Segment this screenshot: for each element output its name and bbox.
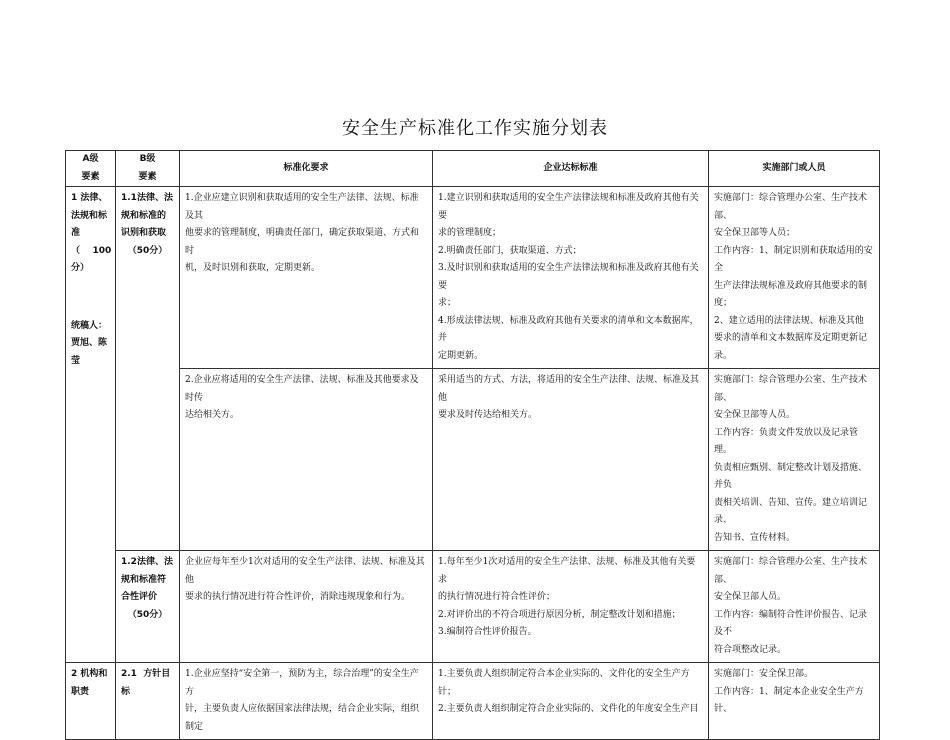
a-element-law: 1 法律、 法规和标 准 （ 100 分） 统稿人： 贾旭、陈 莹 — [66, 187, 116, 663]
table-row — [66, 369, 880, 551]
header-enterprise-standard: 企业达标标准 — [433, 151, 709, 187]
b-element-identification: 1.1法律、法 规和标准的 识别和获取 （50分） — [116, 187, 180, 551]
requirement-cell: 1.企业应建立识别和获取适用的安全生产法律、法规、标准及其 他要求的管理制度，明确责任部门，确定获取渠道、方式和时 机，及时识别和获取，定期更新。 — [180, 187, 433, 369]
requirement-cell: 1.企业应坚持“安全第一，预防为主，综合治理”的安全生产方 针，主要负责人应依据国家法律法规，结合企业实际，组织制定 — [180, 663, 433, 740]
plan-table — [65, 150, 880, 740]
table-row — [66, 663, 880, 740]
enterprise-standard-cell: 1.每年至少1次对适用的安全生产法律、法规、标准及其他有关要求 的执行情况进行符合性评价； 2.对评价出的不符合项进行原因分析，制定整改计划和措施； 3.编制符合性评价报告。 — [433, 551, 709, 663]
b-element-compliance: 1.2法律、法 规和标准符 合性评价 （50分） — [116, 551, 180, 663]
table-header-row — [66, 151, 880, 187]
enterprise-standard-cell: 1.建立识别和获取适用的安全生产法律法规和标准及政府其他有关要 求的管理制度； 2.明确责任部门，获取渠道、方式； 3.及时识别和获取适用的安全生产法律法规和标准及政府其他有关要 求； 4.形成法律法规、标准及政府其他有关要求的清单和文本数据库，并 定期更新。 — [433, 187, 709, 369]
table-row — [66, 187, 880, 369]
table-row — [66, 551, 880, 663]
department-cell: 实施部门：综合管理办公室、生产技术部、 安全保卫部人员。 工作内容：编制符合性评价报告、记录及不 符合项整改记录。 — [709, 551, 880, 663]
header-standard-requirement: 标准化要求 — [180, 151, 433, 187]
header-a-level: A级 要素 — [66, 151, 116, 187]
header-b-level: B级 要素 — [116, 151, 180, 187]
department-cell: 实施部门：安全保卫部。 工作内容：1、制定本企业安全生产方针、 — [709, 663, 880, 740]
page-title: 安全生产标准化工作实施分划表 — [342, 118, 608, 139]
enterprise-standard-cell: 采用适当的方式、方法，将适用的安全生产法律、法规、标准及其他 要求及时传达给相关方。 — [433, 369, 709, 551]
header-department: 实施部门或人员 — [709, 151, 880, 187]
a-element-organization: 2 机构和 职责 — [66, 663, 116, 740]
requirement-cell: 企业应每年至少1次对适用的安全生产法律、法规、标准及其他 要求的执行情况进行符合性评价，消除违规现象和行为。 — [180, 551, 433, 663]
department-cell: 实施部门：综合管理办公室、生产技术部、 安全保卫部等人员； 工作内容：1、制定识别和获取适用的安全 生产法律法规标准及政府其他要求的制度； 2、建立适用的法律法规、标准及其他 要求的清单和文本数据库及定期更新记录。 — [709, 187, 880, 369]
enterprise-standard-cell: 1.主要负责人组织制定符合本企业实际的、文件化的安全生产方针； 2.主要负责人组织制定符合企业实际的、文件化的年度安全生产目 — [433, 663, 709, 740]
b-element-policy: 2.1 方针目 标 — [116, 663, 180, 740]
department-cell: 实施部门：综合管理办公室、生产技术部、 安全保卫部等人员。 工作内容：负责文件发放以及记录管理。 负责相应甄别、制定整改计划及措施、并负 责相关培训、告知、宣传。建立培训记录、 告知书、宣传材料。 — [709, 369, 880, 551]
requirement-cell: 2.企业应将适用的安全生产法律、法规、标准及其他要求及时传 达给相关方。 — [180, 369, 433, 551]
